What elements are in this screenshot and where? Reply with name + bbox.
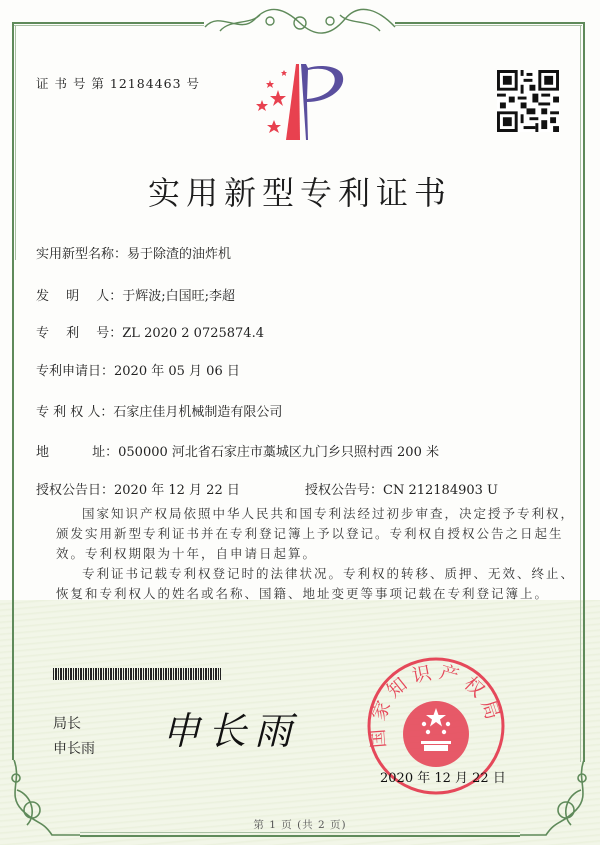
legal-paragraph-1: 国家知识产权局依照中华人民共和国专利法经过初步审查，决定授予专利权，颁发实用新型专利证书并在专利登记簿上予以登记。专利权自授权公告之日起生效。专利权期限为十年，自申请日起算。 xyxy=(56,506,576,561)
field-address: 地 址：050000 河北省石家庄市藁城区九门乡只照村西 200 米 xyxy=(36,445,439,460)
field-grant-date: 授权公告日：2020 年 12 月 22 日 xyxy=(36,483,240,498)
field-patentee: 专 利 权 人：石家庄佳月机械制造有限公司 xyxy=(36,405,283,420)
field-inventors: 发 明 人：于辉波;白国旺;李超 xyxy=(36,289,236,304)
top-ornament xyxy=(200,5,400,39)
field-patent-number: 专 利 号：ZL 2020 2 0725874.4 xyxy=(36,326,264,341)
director-name: 申长雨 xyxy=(53,741,95,757)
legal-paragraph-2: 专利证书记载专利权登记时的法律状况。专利权的转移、质押、无效、终止、恢复和专利权人的姓名或名称、国籍、地址变更等事项记载在专利登记簿上。 xyxy=(56,566,576,601)
director-signature: 申长雨 xyxy=(162,709,301,753)
qr-code xyxy=(497,70,559,132)
svg-text:国家知识产权局: 国家知识产权局 xyxy=(366,660,506,749)
certificate-number: 证 书 号 第 12184463 号 xyxy=(36,76,200,91)
certificate-title: 实用新型专利证书 xyxy=(147,174,452,212)
seal-date: 2020 年 12 月 22 日 xyxy=(380,771,506,786)
field-application-date: 专利申请日：2020 年 05 月 06 日 xyxy=(36,364,240,379)
field-announcement-number: 授权公告号：CN 212184903 U xyxy=(305,483,498,498)
director-title: 局长 xyxy=(53,716,81,732)
barcode xyxy=(53,668,221,680)
cnipa-logo-icon xyxy=(250,62,350,142)
page-number: 第 1 页 (共 2 页) xyxy=(253,819,347,831)
field-utility-model-name: 实用新型名称：易于除渣的油炸机 xyxy=(36,247,232,262)
